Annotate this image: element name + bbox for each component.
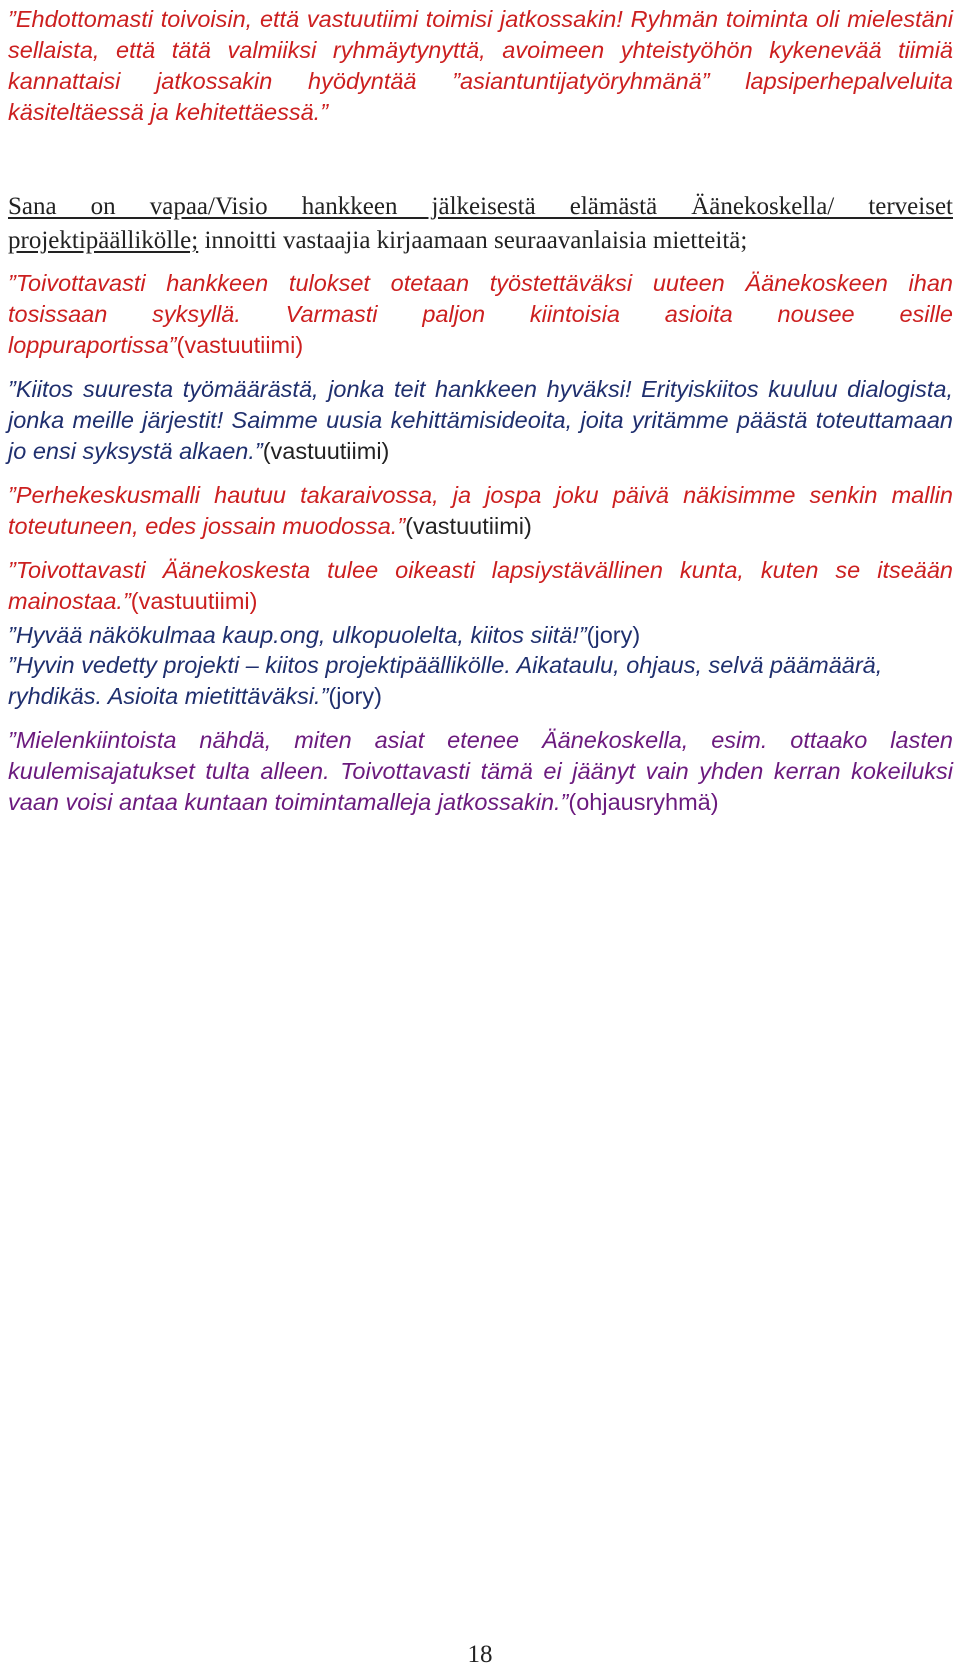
section-intro-paragraph xyxy=(8,190,953,258)
quote-text: ”Hyvin vedetty projekti – kiitos projektipäällikölle. Aikataulu, ohjaus, selvä päämäärä, ryhdikäs. Asioita mietittäväksi.” xyxy=(8,652,883,709)
quote-source: (jory) xyxy=(328,683,382,709)
quote-source: (vastuutiimi) xyxy=(262,438,390,464)
quote-text: ”Kiitos suuresta työmäärästä, jonka teit hankkeen hyväksi! Erityiskiitos kuuluu dialogista, jonka meille järjestit! Saimme uusia kehittämisideoita, joita yritämme päästä toteuttamaan jo ensi syksystä alkaen.” xyxy=(8,376,953,464)
quote-paragraph-vastuutiimi-1 xyxy=(8,268,953,361)
quote-text: ”Ehdottomasti toivoisin, että vastuutiimi toimisi jatkossakin! Ryhmän toiminta oli mielestäni sellaista, että tätä valmiiksi ryhmäytynyttä, avoimeen yhteistyöhön kykenevää tiimiä kannattaisi jatkossakin hyödyntää ”asiantuntijatyöryhmänä” lapsiperhepalveluita käsiteltäessä ja kehitettäessä.” xyxy=(8,6,953,125)
quote-source: (jory) xyxy=(586,622,641,648)
quote-text: ”Perhekeskusmalli hautuu takaraivossa, ja jospa joku päivä näkisimme senkin mallin toteutuneen, edes jossain muodossa.” xyxy=(8,482,953,539)
section-intro-text: innoitti vastaajia kirjaamaan seuraavanlaisia mietteitä; xyxy=(198,227,748,254)
quote-text: ”Toivottavasti hankkeen tulokset otetaan työstettäväksi uuteen Äänekoskeen ihan tosissaan syksyllä. Varmasti paljon kiintoisia asioita nousee esille loppuraportissa” xyxy=(8,270,953,358)
page-number: 18 xyxy=(467,1641,493,1668)
quote-paragraph-vastuutiimi-continuation xyxy=(8,4,953,128)
quote-paragraph-jory-2 xyxy=(8,650,953,712)
quote-paragraph-vastuutiimi-2 xyxy=(8,374,953,467)
quote-paragraph-ohjausryhma xyxy=(8,725,953,818)
section-heading-underlined: Sana on vapaa/Visio hankkeen jälkeisestä elämästä Äänekoskella/ terveiset projektipäällikölle; xyxy=(8,193,953,254)
quote-text: ”Hyvää näkökulmaa kaup.ong, ulkopuolelta, kiitos siitä!” xyxy=(8,622,587,648)
quote-text: ”Mielenkiintoista nähdä, miten asiat etenee Äänekoskella, esim. ottaako lasten kuulemisajatukset tulta alleen. Toivottavasti tämä ei jäänyt vain yhden kerran kokeiluksi vaan voisi antaa kuntaan toimintamalleja jatkossakin.” xyxy=(8,727,953,815)
quote-text: ”Toivottavasti Äänekoskesta tulee oikeasti lapsiystävällinen kunta, kuten se itseään mainostaa.” xyxy=(8,557,953,614)
quote-source: (vastuutiimi) xyxy=(176,332,304,358)
quote-paragraph-jory-1 xyxy=(8,620,640,651)
quote-source: (vastuutiimi) xyxy=(130,588,258,614)
quote-source: (vastuutiimi) xyxy=(405,513,532,539)
quote-paragraph-vastuutiimi-4 xyxy=(8,555,953,617)
quote-source: (ohjausryhmä) xyxy=(568,789,719,815)
quote-paragraph-vastuutiimi-3 xyxy=(8,480,953,542)
